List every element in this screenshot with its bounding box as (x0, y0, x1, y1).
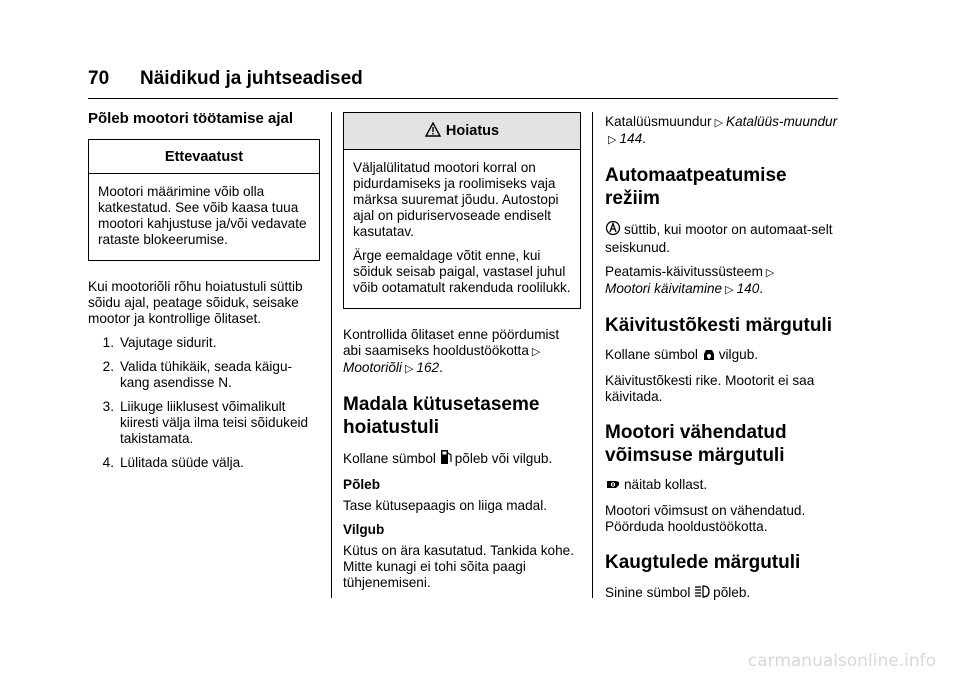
list-item: 1. Vajutage sidurit. (102, 335, 217, 350)
fuel-heading: Madala kütusetaseme hoiatustuli (343, 394, 540, 438)
auto-heading: Automaatpeatumise režiim (605, 165, 787, 209)
immob-text-1: Kollane sümbol vilgub. (605, 347, 838, 365)
blink-label: Vilgub (343, 522, 385, 537)
warning-box (343, 112, 581, 309)
on-label: Põleb (343, 477, 381, 492)
caution-text: Mootori määrimine võib olla katkestatud. See võib kaasa tuua mootori kahjustuse ja/või vedavate rataste blokeerumise. (98, 184, 307, 247)
ss-ref-page[interactable]: 140 (736, 281, 760, 296)
check-ref-page[interactable]: 162 (416, 360, 440, 375)
beam-text: Sinine sümbol põleb. (605, 584, 838, 603)
warning-text-1: Väljalülitatud mootori korral on pidurdamiseks ja roolimiseks vaja märksa suuremat jõudu. Autostopi ajal on piduriservoseade endiselt kasutatav. (353, 160, 559, 239)
check-paragraph: Kontrollida õlitaset enne pöördumist abi saamiseks hooldustöökotta ▷ Mootoriõli ▷ 162. (343, 327, 560, 375)
fuel-symbol-text: Kollane sümbol põleb või vilgub. (343, 449, 581, 469)
warning-title-bar (344, 113, 580, 150)
cat-ref-page[interactable]: 144 (619, 131, 643, 146)
column-divider-2 (592, 112, 593, 598)
page-number: 70 (88, 68, 110, 89)
list-item: 3. Liikuge liiklusest võimalikult kiiresti välja ilma teisi sõidukeid takistamata. (102, 399, 309, 446)
power-heading: Mootori vähendatud võimsuse märgutuli (605, 422, 787, 466)
page-header (88, 68, 838, 90)
column-3 (605, 114, 838, 611)
reduced-power-icon (605, 477, 621, 495)
immobilizer-car-key-icon (702, 347, 716, 365)
header-rule (88, 98, 838, 99)
intro-text: Kui mootoriõli rõhu hoiatustuli süttib sõidu ajal, peatage sõiduk, seisake mootor ja kontrollige õlitaset. (88, 279, 303, 326)
list-item: 2. Valida tühikäik, seada käigu-kang asendisse N. (102, 359, 293, 390)
column-divider-1 (331, 112, 332, 598)
power-text-1: näitab kollast. (605, 477, 838, 495)
auto-text: süttib, kui mootor on automaat-selt seiskunud. (605, 222, 833, 255)
section-title: Põleb mootori töötamise ajal (88, 110, 294, 127)
cat-paragraph: Katalüüsmuundur ▷ Katalüüs-muundur▷ 144. (605, 114, 838, 146)
high-beam-icon (694, 584, 710, 603)
fuel-pump-icon (440, 449, 452, 469)
warning-title: Hoiatus (445, 123, 500, 139)
page-ref-arrow-icon: ▷ (531, 346, 541, 358)
caution-box (88, 139, 320, 261)
beam-heading: Kaugtulede märgutuli (605, 552, 801, 573)
blink-text: Kütus on ära kasutatud. Tankida kohe. Mitte kunagi ei tohi sõita paagi tühjenemiseni. (343, 543, 575, 590)
page-ref-arrow-icon: ▷ (765, 267, 775, 279)
immob-heading: Käivitustõkesti märgutuli (605, 315, 832, 336)
on-text: Tase kütusepaagis on liiga madal. (343, 498, 548, 513)
immob-text-2: Käivitustõkesti rike. Mootorit ei saa käivitada. (605, 373, 815, 404)
column-1 (88, 110, 320, 479)
ss-paragraph: Peatamis-käivitussüsteem ▷ Mootori käivitamine ▷ 140. (605, 264, 775, 296)
cat-ref-link[interactable]: Katalüüs-muundur (726, 114, 838, 129)
warning-text-2: Ärge eemaldage võtit enne, kui sõiduk seisab paigal, vastasel juhul võib ootamatult rakenduda roolilukk. (353, 248, 571, 295)
ss-ref-link[interactable]: Mootori käivitamine (605, 281, 723, 296)
list-item: 4. Lülitada süüde välja. (102, 455, 244, 470)
page-ref-arrow-icon: ▷ (404, 363, 414, 375)
warning-triangle-icon (425, 122, 441, 141)
caution-title: Ettevaatust (89, 140, 319, 174)
steps-list (88, 335, 320, 471)
power-text-2: Mootori võimsust on vähendatud. Pöörduda hooldustöökotta. (605, 503, 806, 534)
column-2 (343, 112, 581, 599)
chapter-title: Näidikud ja juhtseadised (140, 68, 363, 89)
page-ref-arrow-icon: ▷ (608, 134, 617, 146)
page-ref-arrow-icon: ▷ (725, 284, 734, 296)
page-ref-arrow-icon: ▷ (714, 117, 724, 129)
auto-stop-icon (605, 220, 621, 240)
watermark: carmanualsonline.info (747, 651, 936, 671)
check-ref-link[interactable]: Mootoriõli (343, 360, 402, 375)
